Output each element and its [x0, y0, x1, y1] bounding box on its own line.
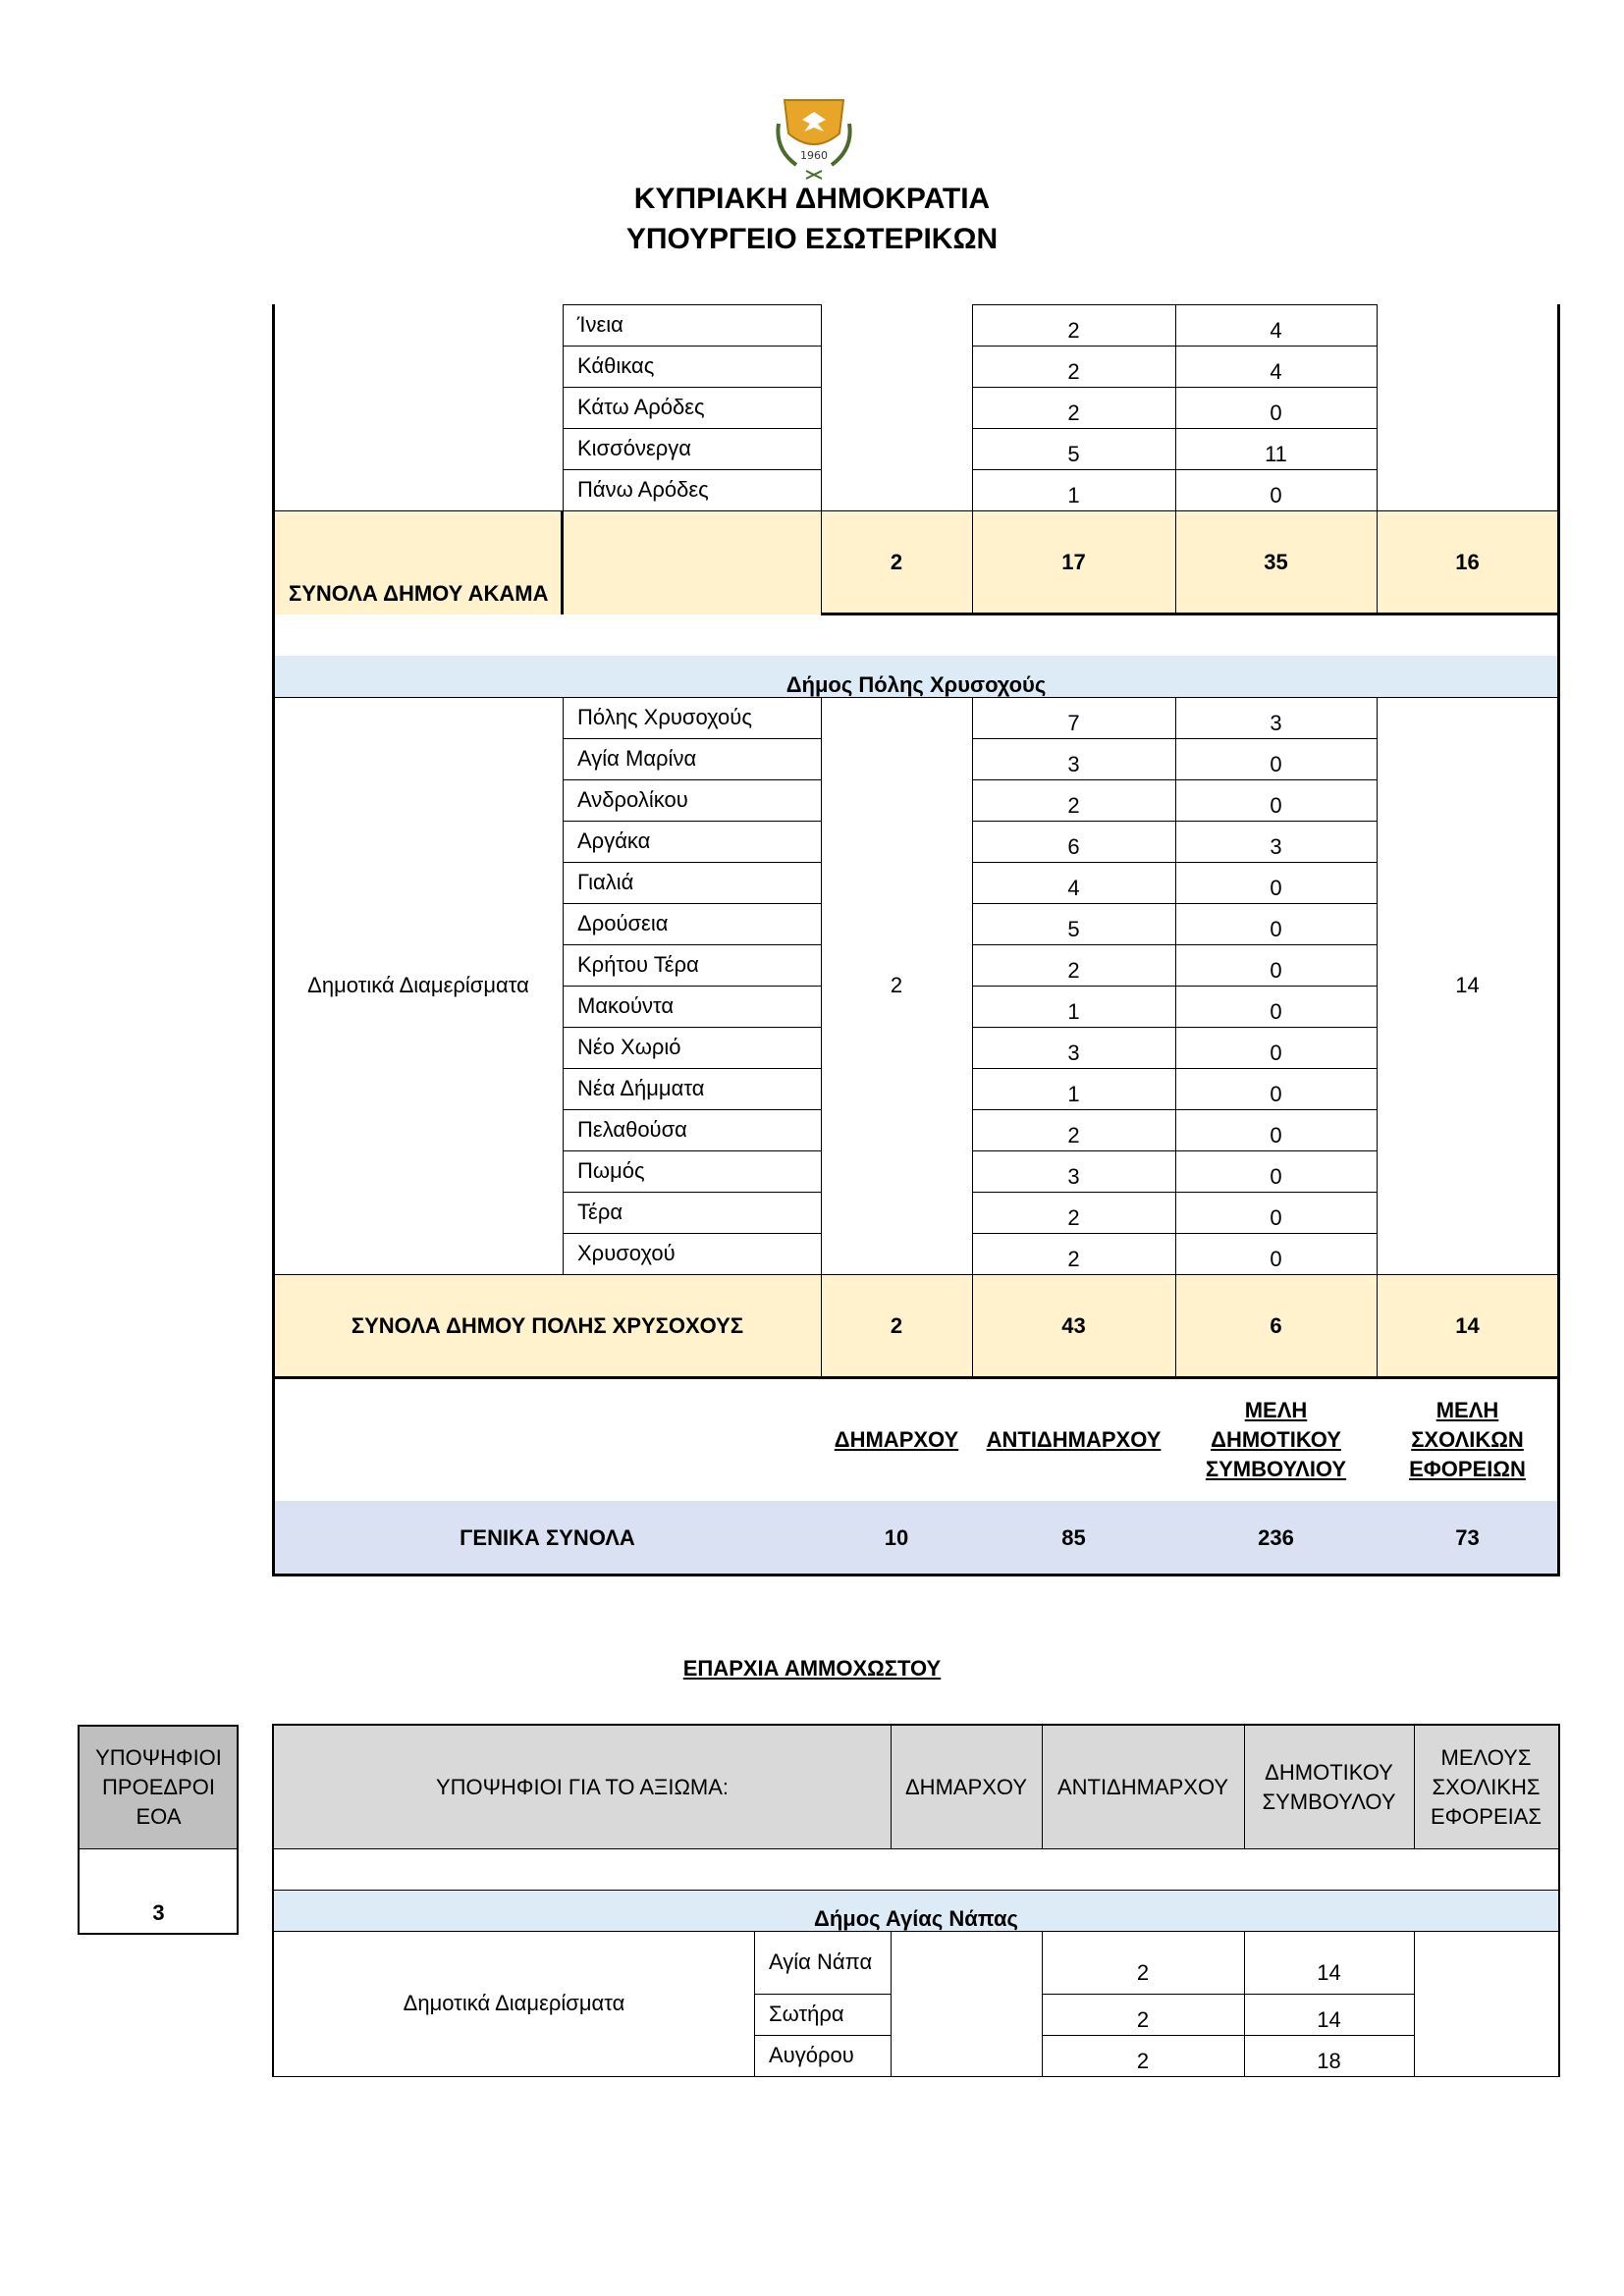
polis-row-name: Αργάκα — [577, 828, 651, 853]
polis-row-name: Κρήτου Τέρα — [577, 952, 699, 977]
akama-row-vice: 5 — [1067, 442, 1080, 466]
akama-row-council: 0 — [1270, 483, 1282, 507]
agia-napa-row-vice: 2 — [1136, 2049, 1150, 2073]
famagusta-header-school: ΜΕΛΟΥΣ ΣΧΟΛΙΚΗΣ ΕΦΟΡΕΙΑΣ — [1414, 1726, 1558, 1848]
famagusta-header-vice: ΑΝΤΙΔΗΜΑΡΧΟΥ — [1042, 1726, 1244, 1848]
polis-row-vice: 2 — [1067, 958, 1080, 983]
polis-row-name: Πελαθούσα — [577, 1117, 687, 1142]
akama-total-vice: 17 — [972, 510, 1175, 614]
polis-row-vice: 4 — [1067, 876, 1080, 900]
polis-row-name: Πωμός — [577, 1158, 645, 1183]
grand-header-council: ΜΕΛΗ ΔΗΜΟΤΙΚΟΥ ΣΥΜΒΟΥΛΙΟΥ — [1205, 1398, 1347, 1481]
polis-row-vice: 7 — [1067, 711, 1080, 735]
agia-napa-row-council: 18 — [1317, 2049, 1341, 2073]
polis-row-vice: 3 — [1067, 1164, 1080, 1189]
polis-total-mayor: 2 — [821, 1274, 972, 1378]
polis-row-council: 0 — [1270, 876, 1282, 900]
polis-row-vice: 3 — [1067, 1041, 1080, 1065]
grand-header-vice: ΑΝΤΙΔΗΜΑΡΧΟΥ — [986, 1427, 1162, 1452]
akama-row-name: Κισσόνεργα — [577, 436, 691, 460]
polis-total-council: 6 — [1175, 1274, 1377, 1378]
polis-total-vice: 43 — [972, 1274, 1175, 1378]
grand-total-school: 73 — [1377, 1501, 1558, 1575]
famagusta-header-mayor: ΔΗΜΑΡΧΟΥ — [891, 1726, 1042, 1848]
polis-row-council: 0 — [1270, 917, 1282, 941]
akama-row-council: 4 — [1270, 359, 1282, 384]
polis-row-name: Ανδρολίκου — [577, 787, 688, 812]
akama-total-blank — [563, 510, 821, 614]
cyprus-coat-of-arms-icon — [767, 94, 861, 181]
eoa-value: 3 — [152, 1900, 165, 1925]
polis-row-council: 3 — [1270, 711, 1282, 735]
polis-school-count: 14 — [1455, 973, 1480, 997]
polis-row-vice: 3 — [1067, 752, 1080, 776]
polis-row-council: 0 — [1270, 793, 1282, 818]
polis-row-name: Γιαλιά — [577, 870, 634, 894]
agia-napa-row-council: 14 — [1317, 2007, 1341, 2032]
agia-napa-row-name: Σωτήρα — [769, 2002, 844, 2026]
polis-row-vice: 2 — [1067, 1247, 1080, 1271]
akama-total-label: ΣΥΝΟΛΑ ΔΗΜΟΥ ΑΚΑΜΑ — [274, 510, 563, 614]
polis-municipality-title: Δήμος Πόλης Χρυσοχούς — [274, 656, 1558, 697]
akama-row-council: 4 — [1270, 318, 1282, 343]
akama-row-vice: 2 — [1067, 318, 1080, 343]
famagusta-header-council: ΔΗΜΟΤΙΚΟΥ ΣΥΜΒΟΥΛΟΥ — [1244, 1726, 1414, 1848]
akama-row-name: Ίνεια — [577, 312, 623, 337]
akama-total-council: 35 — [1175, 510, 1377, 614]
agia-napa-district-label: Δημοτικά Διαμερίσματα — [403, 1991, 625, 2015]
polis-row-council: 3 — [1270, 834, 1282, 859]
polis-district-label: Δημοτικά Διαμερίσματα — [307, 973, 529, 997]
polis-row-vice: 6 — [1067, 834, 1080, 859]
grand-total-mayor: 10 — [821, 1501, 972, 1575]
polis-row-council: 0 — [1270, 958, 1282, 983]
agia-napa-row-vice: 2 — [1136, 1960, 1150, 1985]
polis-row-name: Νέο Χωριό — [577, 1035, 681, 1059]
svg-text:1960: 1960 — [800, 149, 828, 162]
akama-total-school: 16 — [1377, 510, 1558, 614]
agia-napa-row-name: Αυγόρου — [769, 2043, 854, 2067]
polis-row-council: 0 — [1270, 1247, 1282, 1271]
akama-row-vice: 1 — [1067, 483, 1080, 507]
agia-napa-row-name: Αγία Νάπα — [769, 1949, 873, 1974]
polis-row-vice: 5 — [1067, 917, 1080, 941]
famagusta-district-title: ΕΠΑΡΧΙΑ ΑΜΜΟΧΩΣΤΟΥ — [682, 1656, 942, 1681]
akama-row-vice: 2 — [1067, 359, 1080, 384]
grand-header-school: ΜΕΛΗ ΣΧΟΛΙΚΩΝ ΕΦΟΡΕΙΩΝ — [1409, 1398, 1526, 1481]
polis-row-vice: 2 — [1067, 1123, 1080, 1148]
akama-row-name: Κάθικας — [577, 353, 655, 378]
polis-row-name: Αγία Μαρίνα — [577, 746, 697, 771]
polis-row-council: 0 — [1270, 999, 1282, 1024]
agia-napa-row-council: 14 — [1317, 1960, 1341, 1985]
polis-row-council: 0 — [1270, 1123, 1282, 1148]
polis-total-label: ΣΥΝΟΛΑ ΔΗΜΟΥ ΠΟΛΗΣ ΧΡΥΣΟΧΟΥΣ — [274, 1274, 821, 1378]
ministry-title-line2: ΥΠΟΥΡΓΕΙΟ ΕΣΩΤΕΡΙΚΩΝ — [625, 223, 999, 255]
polis-row-name: Τέρα — [577, 1200, 623, 1224]
polis-row-council: 0 — [1270, 752, 1282, 776]
polis-row-council: 0 — [1270, 1041, 1282, 1065]
agia-napa-municipality-title: Δήμος Αγίας Νάπας — [274, 1890, 1558, 1931]
famagusta-column-label: ΥΠΟΨΗΦΙΟΙ ΓΙΑ ΤΟ ΑΞΙΩΜΑ: — [274, 1726, 891, 1848]
polis-row-name: Πόλης Χρυσοχούς — [577, 705, 752, 729]
grand-header-mayor: ΔΗΜΑΡΧΟΥ — [834, 1427, 959, 1452]
polis-row-council: 0 — [1270, 1164, 1282, 1189]
grand-total-vice: 85 — [972, 1501, 1175, 1575]
akama-row-vice: 2 — [1067, 400, 1080, 425]
polis-row-vice: 1 — [1067, 999, 1080, 1024]
polis-mayor-count: 2 — [890, 973, 903, 997]
eoa-header: ΥΠΟΨΗΦΙΟΙ ΠΡΟΕΔΡΟΙ ΕΟΑ — [79, 1726, 239, 1848]
agia-napa-row-vice: 2 — [1136, 2007, 1150, 2032]
grand-total-council: 236 — [1175, 1501, 1377, 1575]
polis-row-vice: 2 — [1067, 1205, 1080, 1230]
akama-row-name: Κάτω Αρόδες — [577, 395, 705, 419]
polis-row-name: Δρούσεια — [577, 911, 669, 935]
polis-row-vice: 2 — [1067, 793, 1080, 818]
polis-row-name: Χρυσοχού — [577, 1241, 676, 1265]
akama-row-name: Πάνω Αρόδες — [577, 477, 709, 502]
akama-total-mayor: 2 — [821, 510, 972, 614]
polis-total-school: 14 — [1377, 1274, 1558, 1378]
grand-total-label: ΓΕΝΙΚΑ ΣΥΝΟΛΑ — [274, 1501, 821, 1575]
polis-row-council: 0 — [1270, 1082, 1282, 1106]
akama-row-council: 0 — [1270, 400, 1282, 425]
polis-row-name: Νέα Δήμματα — [577, 1076, 705, 1100]
ministry-title-line1: ΚΥΠΡΙΑΚΗ ΔΗΜΟΚΡΑΤΙΑ — [633, 183, 991, 215]
akama-row-council: 11 — [1265, 442, 1287, 466]
polis-row-vice: 1 — [1067, 1082, 1080, 1106]
polis-row-council: 0 — [1270, 1205, 1282, 1230]
polis-row-name: Μακούντα — [577, 993, 675, 1018]
